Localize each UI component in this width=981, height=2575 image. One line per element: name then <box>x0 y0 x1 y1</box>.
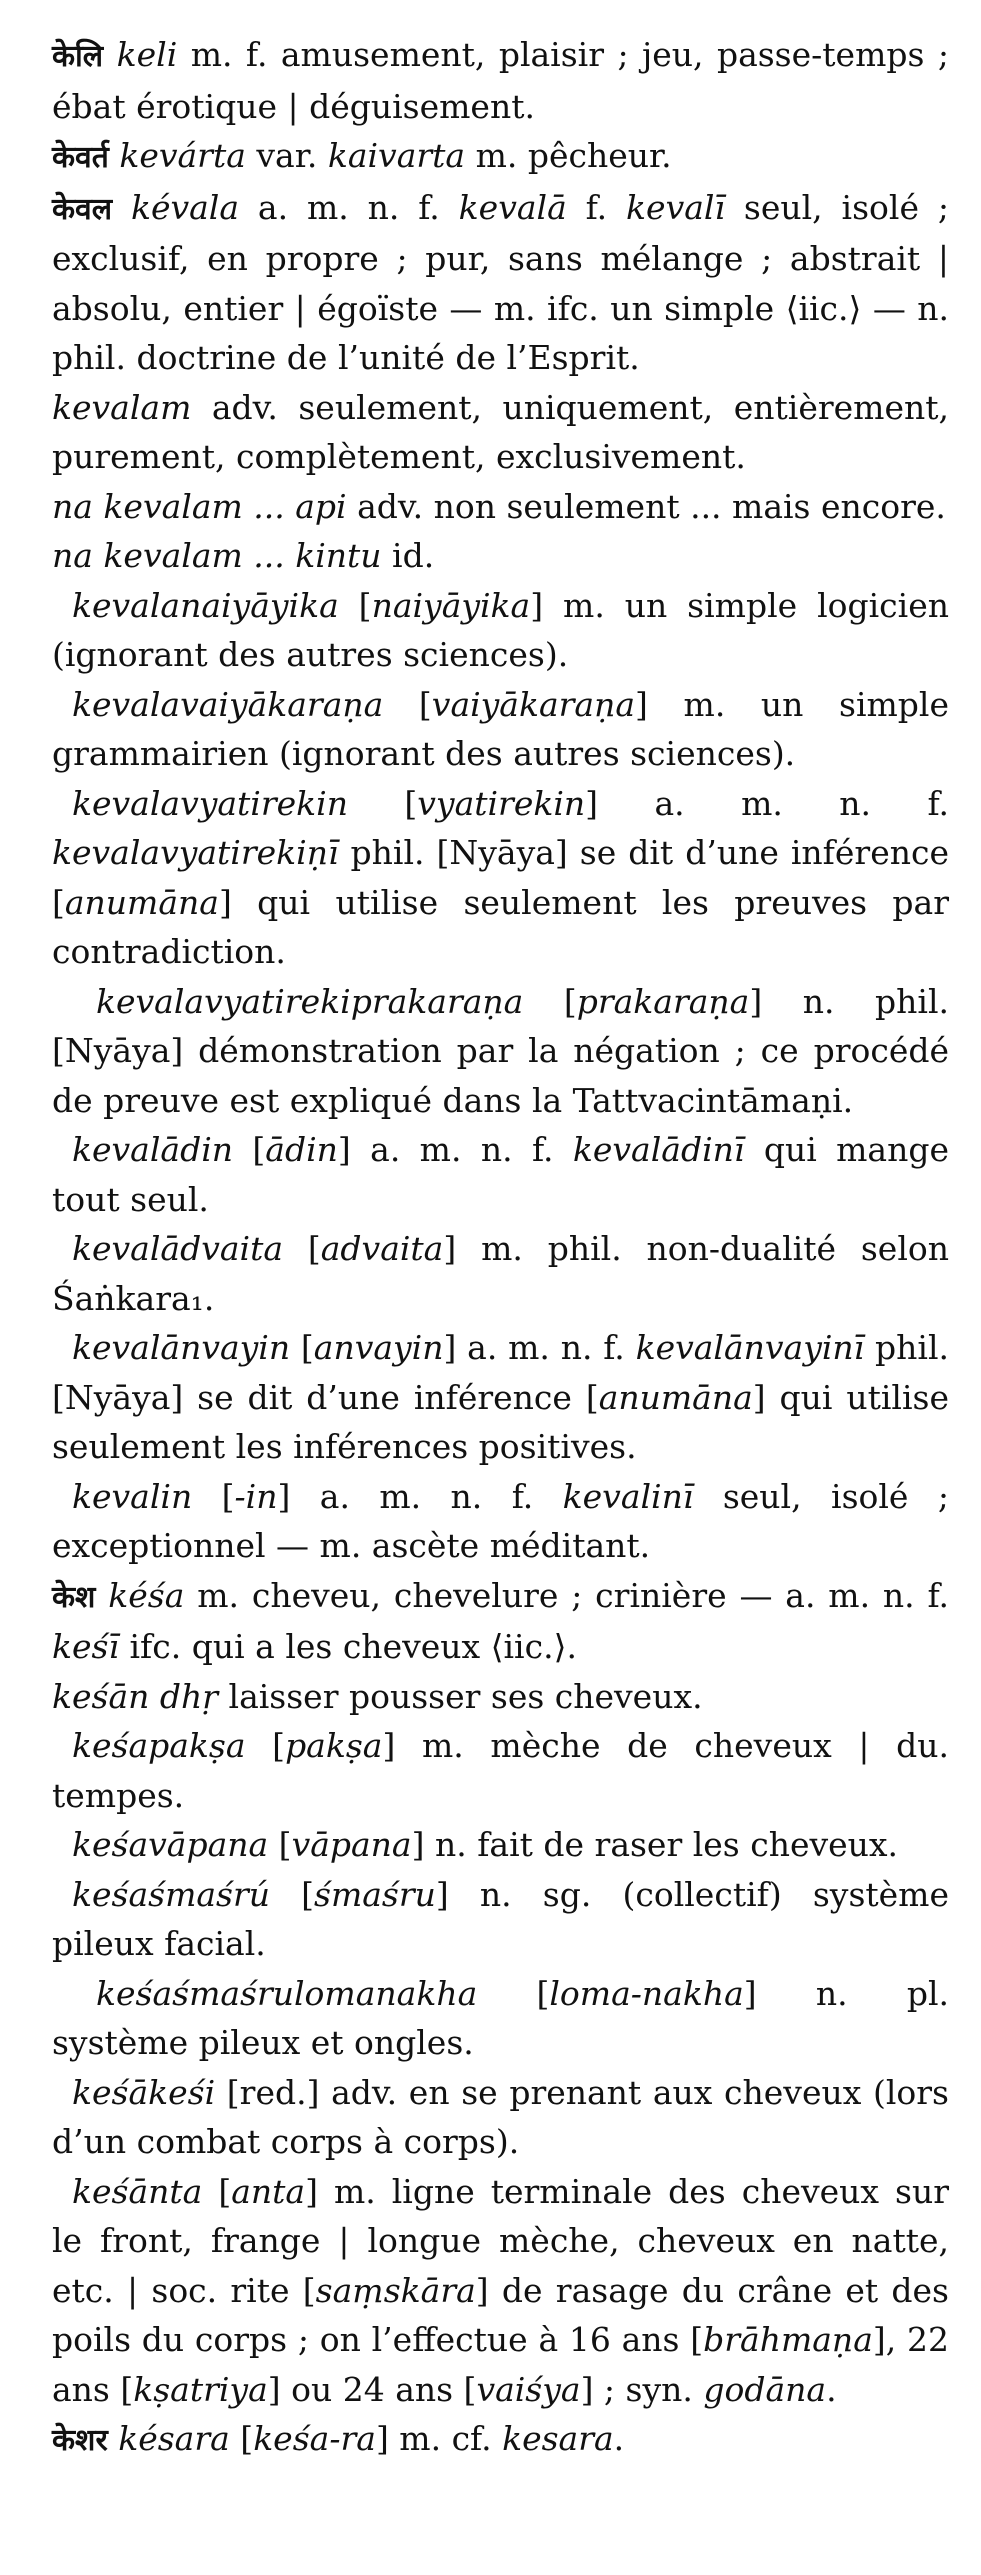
component: keśa-ra <box>253 2419 376 2458</box>
definition: ifc. qui a les cheveux ⟨iic.⟩. <box>119 1627 577 1666</box>
headword: keśavāpana <box>72 1825 269 1864</box>
definition: [ <box>233 1130 266 1169</box>
entry-kevarta <box>52 131 949 183</box>
entry-kevalam <box>52 383 949 482</box>
component: naiyāyika <box>371 585 531 625</box>
headword: keli <box>116 35 178 74</box>
headword: keśānta <box>72 2171 203 2211</box>
component: vyatirekin <box>417 783 586 823</box>
term: brāhmaṇa <box>703 2320 873 2359</box>
headword: keśākeśi <box>72 2072 216 2112</box>
variant: kaivarta <box>327 136 466 175</box>
definition: [ <box>192 1476 235 1516</box>
component: vāpana <box>291 1825 412 1864</box>
entry-kevalavyatirekin <box>52 779 949 977</box>
definition: var. <box>245 136 328 175</box>
entry-kevaladvaita <box>52 1224 949 1323</box>
definition: m. f. amusement, plaisir ; jeu, passe-temps ; ébat érotique | déguisement. <box>52 35 950 126</box>
definition: . <box>826 2369 837 2409</box>
definition: ], 22 ans [ <box>52 2320 949 2409</box>
definition: [ <box>347 783 418 823</box>
form: kevalādinī <box>572 1130 745 1169</box>
definition: ] a. m. n. f. <box>277 1476 563 1516</box>
definition: m. pêcheur. <box>465 136 672 175</box>
definition: [ <box>245 1726 286 1765</box>
component: pakṣa <box>285 1726 383 1765</box>
definition: id. <box>381 536 435 575</box>
entry-kesapaksa <box>52 1721 949 1820</box>
definition: ] a. m. n. f. <box>337 1130 573 1169</box>
entry-kesara <box>52 2414 949 2466</box>
component: advaita <box>320 1229 444 1268</box>
headword: kevalavaiyākaraṇa <box>72 684 384 724</box>
definition: ] m. mèche de cheveux | du. tempes. <box>52 1726 949 1815</box>
definition: ] n. phil. [Nyāya] démonstration par la négation ; ce procédé de preuve est expliqué dans la Tattvacintāmaṇi. <box>52 981 949 1120</box>
entry-kesavapana <box>52 1820 949 1870</box>
definition: ] n. fait de raser les cheveux. <box>411 1825 899 1864</box>
definition: adv. seulement, uniquement, entièrement, purement, complètement, exclusivement. <box>52 387 949 476</box>
devanagari-headword: केवल <box>52 191 113 227</box>
definition: phil. [Nyāya] se dit d’une inférence [ <box>52 1328 950 1417</box>
definition: ] m. ligne terminale des cheveux sur le front, frange | longue mèche, cheveux en natte, etc. | soc. rite [ <box>52 2171 949 2310</box>
entry-kevalavyatirekiprakarana <box>52 977 949 1126</box>
entry-kesan-dhr <box>52 1672 949 1722</box>
headword: keśaśmaśrulomanakha <box>96 1973 478 2013</box>
definition: ] m. un simple grammairien (ignorant des autres sciences). <box>52 684 949 773</box>
headword: na kevalam ... kintu <box>52 536 382 575</box>
definition: . <box>613 2419 625 2458</box>
headword: kevalavyatirekin <box>72 783 348 823</box>
headword: na kevalam ... api <box>52 486 347 526</box>
form: kevalavyatirekiṇī <box>52 833 339 872</box>
definition: ] de rasage du crâne et des poils du corps ; on l’effectue à 16 ans [ <box>52 2270 949 2359</box>
devanagari-headword: केलि <box>52 39 104 74</box>
definition: ] n. sg. (collectif) système pileux facial. <box>52 1874 949 1963</box>
term: anumāna <box>598 1377 753 1417</box>
component: anta <box>231 2171 306 2211</box>
devanagari-headword: केश <box>52 1579 96 1615</box>
headword: kévala <box>130 187 240 227</box>
entry-kevalanaiyayika <box>52 581 949 680</box>
entry-kesasmasru <box>52 1870 949 1969</box>
entry-kesa <box>52 1571 949 1672</box>
entry-kesanta <box>52 2167 949 2415</box>
definition: ] ou 24 ans [ <box>267 2369 477 2409</box>
definition: ] a. m. n. f. <box>585 783 949 823</box>
definition: ] qui utilise seulement les preuves par contradiction. <box>52 882 949 971</box>
form: keśī <box>52 1627 120 1666</box>
form: kevalā <box>458 187 567 227</box>
definition: [ <box>268 1825 292 1864</box>
devanagari-headword: केवर्त <box>52 140 109 175</box>
definition: m. cheveu, chevelure ; crinière — a. m. n. f. <box>184 1575 949 1615</box>
entry-keli <box>52 30 949 131</box>
entry-na-kevalam-api <box>52 482 949 532</box>
definition: [ <box>202 2171 232 2211</box>
headword: kevárta <box>119 136 246 175</box>
headword: kevalādvaita <box>72 1229 284 1268</box>
component: anvayin <box>313 1328 444 1367</box>
cross-reference: kesara <box>502 2419 614 2458</box>
definition: seul, isolé ; exceptionnel — m. ascète méditant. <box>52 1476 949 1565</box>
entry-kesakesi <box>52 2068 949 2167</box>
definition: ] m. un simple logicien (ignorant des autres sciences). <box>52 585 950 674</box>
definition: [ <box>283 1229 321 1268</box>
headword: késara <box>118 2419 230 2458</box>
definition: [red.] adv. en se prenant aux cheveux (lors d’un combat corps à corps). <box>52 2072 949 2161</box>
definition: [ <box>383 684 432 724</box>
definition: [ <box>338 585 372 625</box>
headword: kevalānvayin <box>72 1328 291 1367</box>
term: kṣatriya <box>133 2369 268 2409</box>
definition: [ <box>523 981 577 1021</box>
definition: adv. non seulement ... mais encore. <box>346 486 946 526</box>
definition: laisser pousser ses cheveux. <box>218 1676 703 1716</box>
definition: ] a. m. n. f. <box>443 1328 636 1367</box>
component: loma-nakha <box>549 1973 744 2013</box>
entry-kesasmasrulomanakha <box>52 1969 949 2068</box>
headword: keśapakṣa <box>72 1726 246 1765</box>
term: saṃskāra <box>315 2270 476 2310</box>
definition: seul, isolé ; exclusif, en propre ; pur, sans mélange ; abstrait | absolu, entier | égoïste — m. ifc. un simple ⟨iic.⟩ — n. phil. doctrine de l’unité de l’Esprit. <box>52 187 949 377</box>
definition: [ <box>290 1328 314 1367</box>
component: vaiyākaraṇa <box>431 684 636 724</box>
definition: ] n. pl. système pileux et ongles. <box>52 1973 949 2062</box>
devanagari-headword: केशर <box>52 2423 108 2458</box>
component: prakaraṇa <box>576 981 750 1021</box>
component: ādin <box>265 1130 338 1169</box>
definition: qui mange tout seul. <box>52 1130 949 1219</box>
headword: kevalavyatirekiprakaraṇa <box>96 981 524 1021</box>
definition: a. m. n. f. <box>239 187 459 227</box>
form: kevalinī <box>562 1476 694 1516</box>
synonym: godāna <box>703 2369 827 2409</box>
headword: kevalanaiyāyika <box>72 585 339 625</box>
term: vaiśya <box>476 2369 581 2409</box>
headword: kevalādin <box>72 1130 234 1169</box>
definition: ] m. cf. <box>375 2419 503 2458</box>
headword: keśaśmaśrú <box>72 1874 270 1914</box>
definition: [ <box>270 1874 315 1914</box>
entry-kevalin <box>52 1472 949 1571</box>
definition: ] m. phil. non-dualité selon Śaṅkara₁. <box>52 1229 949 1318</box>
definition: [ <box>477 1973 550 2013</box>
entry-kevalavaiyakarana <box>52 680 949 779</box>
entry-na-kevalam-kintu <box>52 531 949 581</box>
headword: kevalin <box>72 1476 193 1516</box>
definition: f. <box>566 187 627 227</box>
entry-kevala <box>52 183 949 383</box>
entry-kevaladin <box>52 1125 949 1224</box>
headword: keśān dhṛ <box>52 1676 219 1716</box>
entry-kevalanvayin <box>52 1323 949 1472</box>
headword: kéśa <box>108 1575 185 1615</box>
term: anumāna <box>64 882 219 922</box>
definition: ] qui utilise seulement les inférences positives. <box>52 1377 949 1466</box>
component: -in <box>234 1476 278 1516</box>
component: śmaśru <box>314 1874 436 1914</box>
form: kevalī <box>626 187 725 227</box>
headword: kevalam <box>52 387 192 427</box>
definition: [ <box>229 2419 254 2458</box>
form: kevalānvayinī <box>635 1328 865 1367</box>
definition: ] ; syn. <box>580 2369 704 2409</box>
definition: phil. [Nyāya] se dit d’une inférence [ <box>52 833 949 922</box>
